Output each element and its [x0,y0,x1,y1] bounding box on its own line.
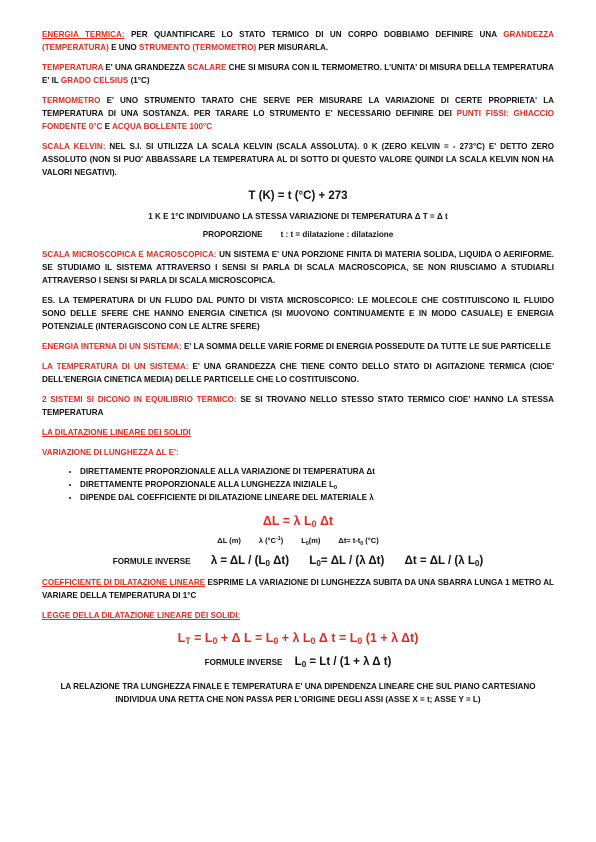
text: CHE SI MISURA CON IL TERMOMETRO. L'UNITA' DI MISURA DELLA TEMPERATURA E' IL [42,63,554,85]
proportion-label: PROPORZIONE [202,230,263,239]
text: (m) [308,536,321,545]
subscript: 0 [212,636,218,646]
text: = ΔL / (λ Δt) [320,555,385,567]
paragraph-system-temperature [42,360,554,386]
paragraph-temperature [42,61,554,87]
heading-length-variation: VARIAZIONE DI LUNGHEZZA ΔL E': [42,448,179,457]
text: = L [190,631,213,645]
proportion-text: t : t = dilatazione : dilatazione [280,230,394,239]
highlight-scalar: SCALARE [187,63,227,72]
term-thermal-energy: ENERGIA TERMICA: [42,30,125,39]
text: E' UNA GRANDEZZA [103,63,188,72]
text: UN SISTEMA E' UNA PORZIONE FINITA DI MATERIA SOLIDA, LIQUIDA O AERIFORME. SE STUDIAMO IL SISTEMA ATTRAVERSO I SENSI SI PARLA DI SCALA MACROSCOPICA, SE NON RIUSCIAMO A STUDIARLI ATTRAVERSO I SENSI SI PARLA DI SCALA MICROSCOPICA. [42,250,554,285]
superscript: -1 [276,536,281,542]
text: ) [280,536,284,545]
text: L [309,555,317,567]
list-item [80,491,554,504]
text: NEL S.I. SI UTILIZZA LA SCALA KELVIN (SCALA ASSOLUTA). 0 K (ZERO KELVIN = - 273°C) E' DETTO ZERO ASSOLUTO (NON SI PUO' ABBASSARE LA TEMPERATURA AL DI SOTTO DI QUESTO VALORE QUINDI LA SCALA KELVIN NON HA VALORI NEGATIVI). [42,142,554,177]
inverse-dt [405,555,484,567]
text: ESPRIME LA VARIAZIONE DI LUNGHEZZA SUBITA DA UNA SBARRA LUNGA 1 METRO AL VARIARE DELLA TEMPERATURA DI 1°C [42,578,555,600]
text: ) [479,555,484,567]
term-kelvin-scale: SCALA KELVIN: [42,142,106,151]
subscript: 0 [301,660,307,669]
inverse-lambda [211,555,289,567]
variation-list [42,465,554,504]
paragraph-kelvin-scale [42,140,554,179]
inverse-formulas [42,553,554,569]
closing-paragraph: LA RELAZIONE TRA LUNGHEZZA FINALE E TEMPERATURA E' UNA DIPENDENZA LINEARE CHE SUL PIANO CARTESIANO INDIVIDUA UNA RETTA CHE NON PASSA PER L'ORIGINE DEGLI ASSI (ASSE X = t; ASSE Y = L) [60,682,536,704]
text: E' UNO STRUMENTO TARATO CHE SERVE PER MISURARE LA VARIAZIONE DI CERTE PROPRIETA' LA TEMPERATURA DI UNA SOSTANZA. PER TARARE LO STRUMENTO E' NECESSARIO DEFINIRE DEI [42,96,554,118]
paragraph-thermometer [42,94,554,133]
term-coefficient: COEFFICIENTE DI DILATAZIONE LINEARE [42,578,206,587]
text: (°C) [363,536,379,545]
text: ΔL (m) [217,536,241,545]
text: λ (°C [258,536,277,545]
paragraph-internal-energy [42,340,554,353]
text: SE SI TROVANO NELLO STESSO STATO TERMICO CIOE' HANNO LA STESSA TEMPERATURA [42,395,554,417]
proportion-line [42,228,554,241]
highlight-instrument: STRUMENTO (TERMOMETRO) [138,43,257,52]
law-formula [42,630,554,647]
text: + Δ L = L [217,631,274,645]
highlight-boiling-water: ACQUA BOLLENTE 100°C [111,122,213,131]
inverse-law [42,654,554,670]
highlight-fixed-points: PUNTI FISSI: GHIACCIO FONDENTE 0°C [42,109,554,131]
text: DIRETTAMENTE PROPORZIONALE ALLA LUNGHEZZA INIZIALE L [80,480,334,489]
text: E UNO [108,43,139,52]
highlight-quantity: GRANDEZZA (TEMPERATURA) [42,30,554,52]
list-item [80,478,554,491]
text: E' UNA GRANDEZZA CHE TIENE CONTO DELLO STATO DI AGITAZIONE TERMICA (CIOE' DELL'ENERGIA CINETICA MEDIA) DELLE PARTICELLE CHE LO COSTITUISCONO. [42,362,554,384]
subscript: 0 [305,541,309,547]
text: Δt [316,514,334,528]
text: L [177,631,186,645]
term-temperature: TEMPERATURA [42,63,104,72]
paragraph-scales [42,248,554,287]
text: L [294,656,302,668]
kelvin-formula: T (K) = t (°C) + 273 [248,190,348,202]
text: E' LA SOMMA DELLE VARIE FORME DI ENERGIA POSSEDUTE DA TUTTE LE SUE PARTICELLE [181,342,551,351]
term-thermometer: TERMOMETRO [42,96,101,105]
text: FORMULE INVERSE [204,658,283,667]
subscript: 0 [360,541,364,547]
text: PER QUANTIFICARE LO STATO TERMICO DI UN CORPO DOBBIAMO DEFINIRE UNA [124,30,504,39]
heading-linear-dilation: LA DILATAZIONE LINEARE DEI SOLIDI [42,428,191,437]
text: Δt= t-t [338,536,361,545]
subscript: 0 [474,559,480,568]
paragraph-example: ES. LA TEMPERATURA DI UN FLUDO DAL PUNTO DI VISTA MICROSCOPICO: LE MOLECOLE CHE COSTITUISCONO IL FLUIDO SONO DELLE SFERE CHE HANNO ENERGIA CINETICA (SI MUOVONO CONTINUAMENTE E IN MODO CASUALE) E ENERGIA POTENZIALE (INTERAGISCONO CON LE ALTRE SFERE) [42,296,554,331]
text: E [102,122,112,131]
highlight-celsius: GRADO CELSIUS [60,76,129,85]
subscript: 0 [333,485,338,491]
text: = [306,656,320,668]
kelvin-note: 1 K E 1°C INDIVIDUANO LA STESSA VARIAZIONE DI TEMPERATURA Δ T = Δ t [148,212,448,221]
subscript: 0 [357,636,363,646]
term-scales: SCALA MICROSCOPICA E MACROSCOPICA: [42,250,217,259]
document-page [42,28,554,706]
text: ΔL = λ L [262,514,312,528]
main-formula [42,513,554,530]
text: (1°C) [128,76,150,85]
term-internal-energy: ENERGIA INTERNA DI UN SISTEMA: [42,342,182,351]
text: Lt / (1 + λ Δ t) [319,656,392,668]
subscript: 0 [273,636,279,646]
text: λ = ΔL / (L [210,555,266,567]
heading-law: LEGGE DELLA DILATAZIONE LINEARE DEI SOLIDI: [42,611,241,620]
text: Δt) [269,555,290,567]
paragraph-coefficient [42,576,554,602]
text: (1 + λ Δt) [362,631,419,645]
subscript: 0 [310,636,316,646]
inverse-law-formula [295,656,392,668]
units-line [42,534,554,547]
paragraph-thermal-equilibrium [42,393,554,419]
subscript: T [185,636,191,646]
list-item [80,465,554,478]
term-thermal-equilibrium: 2 SISTEMI SI DICONO IN EQUILIBRIO TERMICO: [42,395,237,404]
inverse-l0 [309,555,384,567]
subscript: 0 [316,559,321,568]
subscript: 0 [311,519,317,529]
subscript: 0 [265,559,270,568]
text: L [301,536,306,545]
paragraph-thermal-energy [42,28,554,54]
text: DIRETTAMENTE PROPORZIONALE ALLA VARIAZIONE DI TEMPERATURA Δt [80,467,375,476]
text: Δt = ΔL / (λ L [404,555,475,567]
text: PER MISURARLA. [256,43,329,52]
text: + λ L [278,631,311,645]
text: DIPENDE DAL COEFFICIENTE DI DILATAZIONE LINEARE DEL MATERIALE λ [80,493,374,502]
term-system-temperature: LA TEMPERATURA DI UN SISTEMA: [42,362,189,371]
text: FORMULE INVERSE [112,557,191,566]
text: Δ t = L [315,631,358,645]
